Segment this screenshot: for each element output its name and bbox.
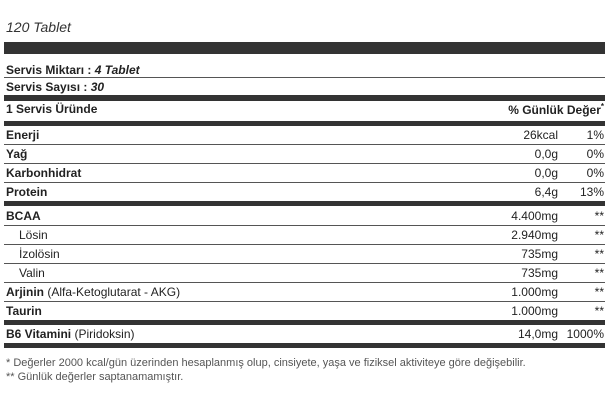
serving-divider: [4, 77, 605, 78]
header-left: 1 Servis Üründe: [6, 102, 98, 116]
nutrient-name: Lösin: [19, 228, 48, 242]
serving-size-value: 4 Tablet: [94, 63, 140, 77]
nutrient-daily-value: **: [594, 285, 604, 299]
footnote-daily-values: * Değerler 2000 kcal/gün üzerinden hesaplanmış olup, cinsiyete, yaşa ve fiziksel aktiviteye göre değişebilir.: [6, 357, 526, 369]
nutrient-amount: 26kcal: [523, 128, 558, 142]
nutrient-name: Valin: [19, 266, 45, 280]
nutrient-amount: 4.400mg: [511, 209, 558, 223]
footnote-undetermined: ** Günlük değerler saptanamamıştır.: [6, 371, 184, 383]
nutrient-note: (Alfa-Ketoglutarat - AKG): [47, 285, 181, 299]
table-row: [6, 244, 604, 263]
page-title: 120 Tablet: [6, 19, 71, 35]
bottom-thick-divider: [4, 343, 605, 348]
nutrient-amount: 14,0mg: [517, 327, 558, 341]
nutrient-name: Taurin: [6, 304, 42, 318]
nutrient-note: (Piridoksin): [74, 327, 135, 341]
nutrient-name-bold: B6 Vitamini: [6, 327, 72, 341]
table-row: [6, 206, 604, 225]
nutrient-daily-value: **: [594, 209, 604, 223]
table-row: [6, 144, 604, 163]
nutrient-daily-value: 13%: [579, 185, 604, 199]
table-header: [6, 102, 604, 116]
nutrient-name: [6, 327, 135, 341]
nutrient-name: BCAA: [6, 209, 41, 223]
nutrient-daily-value: **: [594, 247, 604, 261]
table-row: [6, 163, 604, 182]
nutrient-amount: 1.000mg: [511, 285, 558, 299]
header-right: [508, 102, 604, 117]
nutrient-name-bold: Arjinin: [6, 285, 44, 299]
nutrient-name: Enerji: [6, 128, 40, 142]
nutrient-amount: 6,4g: [534, 185, 558, 199]
nutrient-amount: 0,0g: [534, 147, 558, 161]
nutrient-amount: 1.000mg: [511, 304, 558, 318]
nutrient-name: Karbonhidrat: [6, 166, 82, 180]
header-right-text: % Günlük Değer: [508, 103, 601, 117]
nutrient-daily-value: 0%: [586, 147, 604, 161]
table-row: [6, 301, 604, 320]
serving-size: [6, 63, 140, 77]
nutrient-amount: 0,0g: [534, 166, 558, 180]
serving-count-label: Servis Sayısı :: [6, 80, 88, 94]
header-thick-divider: [4, 95, 605, 101]
serving-count-value: 30: [90, 80, 105, 94]
nutrient-daily-value: 1000%: [566, 327, 604, 341]
nutrient-name: Protein: [6, 185, 48, 199]
nutrient-amount: 735mg: [521, 266, 558, 280]
table-row: [6, 125, 604, 144]
nutrient-amount: 2.940mg: [511, 228, 558, 242]
nutrient-daily-value: **: [594, 266, 604, 280]
table-row: [6, 182, 604, 201]
table-row: [6, 282, 604, 301]
nutrient-daily-value: **: [594, 228, 604, 242]
nutrient-name: [6, 285, 180, 299]
nutrient-daily-value: 0%: [586, 166, 604, 180]
top-thick-divider: [4, 42, 605, 54]
header-right-mark: *: [600, 102, 604, 111]
serving-count: [6, 80, 104, 94]
nutrient-name: Yağ: [6, 147, 28, 161]
table-row: [6, 324, 604, 343]
table-row: [6, 225, 604, 244]
nutrient-daily-value: **: [594, 304, 604, 318]
serving-size-label: Servis Miktarı :: [6, 63, 92, 77]
nutrient-amount: 735mg: [521, 247, 558, 261]
table-row: [6, 263, 604, 282]
nutrient-name: İzolösin: [19, 247, 60, 261]
nutrient-daily-value: 1%: [586, 128, 604, 142]
